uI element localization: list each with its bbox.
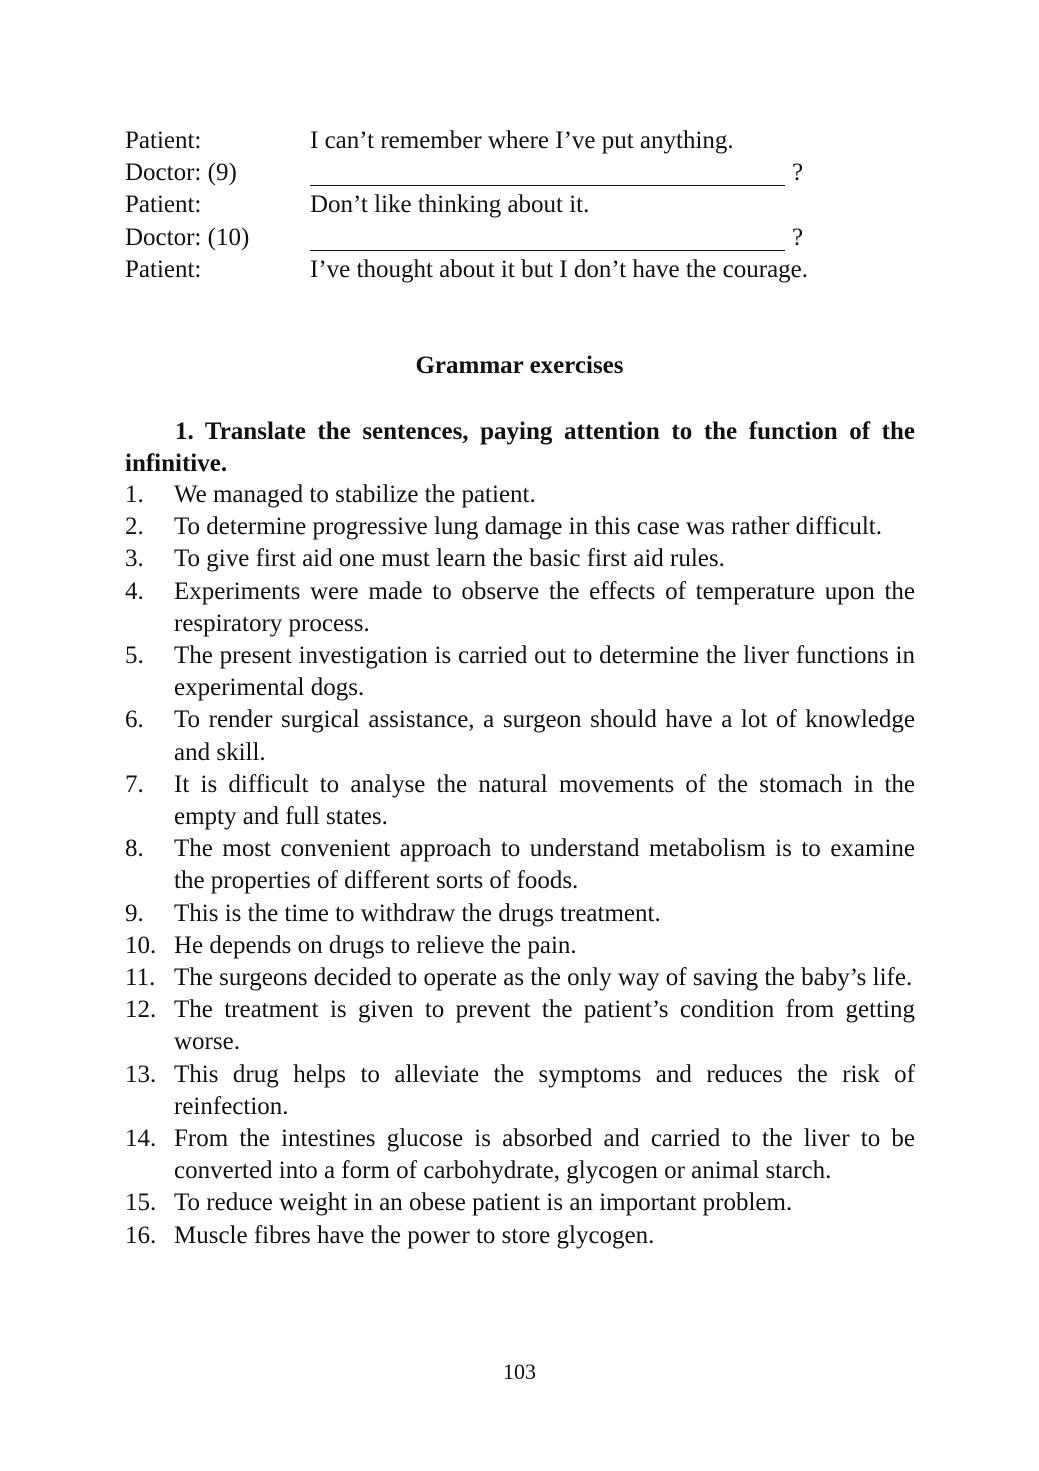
item-text: To give first aid one must learn the basic first aid rules. <box>174 545 725 573</box>
dialogue-line <box>125 222 915 254</box>
dialogue-line <box>125 254 915 286</box>
list-item <box>125 1220 915 1252</box>
list-item <box>125 930 915 962</box>
list-item <box>125 511 915 543</box>
item-text: The treatment is given to prevent the patient’s condition from getting worse. <box>174 996 915 1056</box>
item-text: It is difficult to analyse the natural movements of the stomach in the empty and full states. <box>174 770 915 831</box>
dialogue-line <box>125 189 915 221</box>
list-item <box>125 898 915 930</box>
list-item <box>125 1123 915 1187</box>
speaker-label: Patient: <box>125 255 202 283</box>
page-number: 103 <box>503 1359 536 1384</box>
item-number: 10. <box>125 931 157 959</box>
item-number: 4. <box>125 577 144 605</box>
list-item <box>125 769 915 833</box>
item-number: 6. <box>125 706 144 734</box>
speaker-label: Patient: <box>125 191 202 219</box>
item-text: Muscle fibres have the power to store glycogen. <box>174 1221 655 1249</box>
section-title: Grammar exercises <box>415 352 624 379</box>
dialogue-line <box>125 157 915 189</box>
item-number: 16. <box>125 1221 157 1249</box>
exercise-instruction: 1. Translate the sentences, paying attention to the function of the infinitive. <box>125 418 915 478</box>
item-number: 9. <box>125 899 144 927</box>
item-text: The present investigation is carried out to determine the liver functions in experimental dogs. <box>174 642 915 702</box>
item-number: 7. <box>125 770 144 798</box>
list-item <box>125 479 915 511</box>
item-text: To render surgical assistance, a surgeon should have a lot of knowledge and skill. <box>174 706 915 766</box>
answer-blank[interactable] <box>310 157 785 186</box>
patient-line: I’ve thought about it but I don’t have the courage. <box>310 255 809 283</box>
list-item <box>125 833 915 897</box>
item-number: 14. <box>125 1125 157 1153</box>
item-text: From the intestines glucose is absorbed and carried to the liver to be converted into a form of carbohydrate, glycogen or animal starch. <box>174 1125 915 1185</box>
speaker-label: Doctor: (10) <box>125 223 250 251</box>
answer-blank[interactable] <box>310 222 785 251</box>
dialogue <box>125 125 915 286</box>
item-number: 11. <box>125 964 156 992</box>
question-mark: ? <box>792 223 804 251</box>
patient-line: I can’t remember where I’ve put anything. <box>310 127 734 154</box>
sentence-list <box>125 479 915 1252</box>
item-text: This is the time to withdraw the drugs treatment. <box>174 899 661 927</box>
item-text: The most convenient approach to understand metabolism is to examine the properties of different sorts of foods. <box>174 835 915 895</box>
list-item <box>125 962 915 994</box>
item-text: This drug helps to alleviate the symptoms and reduces the risk of reinfection. <box>174 1060 915 1120</box>
list-item <box>125 994 915 1058</box>
item-number: 12. <box>125 996 157 1024</box>
item-text: To determine progressive lung damage in this case was rather difficult. <box>174 513 882 541</box>
item-number: 8. <box>125 835 144 863</box>
item-number: 13. <box>125 1060 157 1088</box>
item-number: 15. <box>125 1189 157 1217</box>
item-number: 2. <box>125 513 144 541</box>
list-item <box>125 543 915 575</box>
speaker-label: Patient: <box>125 127 202 154</box>
list-item <box>125 576 915 640</box>
list-item <box>125 1059 915 1123</box>
item-text: To reduce weight in an obese patient is an important problem. <box>174 1189 793 1217</box>
speaker-label: Doctor: (9) <box>125 159 237 187</box>
dialogue-line <box>125 125 915 157</box>
question-mark: ? <box>792 159 804 187</box>
patient-line: Don’t like thinking about it. <box>310 191 590 219</box>
item-number: 5. <box>125 642 144 670</box>
item-text: We managed to stabilize the patient. <box>174 481 536 508</box>
item-text: Experiments were made to observe the effects of temperature upon the respiratory process. <box>174 577 915 637</box>
item-number: 1. <box>125 481 144 508</box>
list-item <box>125 704 915 768</box>
list-item <box>125 640 915 704</box>
item-text: He depends on drugs to relieve the pain. <box>174 931 577 959</box>
list-item <box>125 1187 915 1219</box>
item-text: The surgeons decided to operate as the only way of saving the baby’s life. <box>174 964 913 992</box>
item-number: 3. <box>125 545 144 573</box>
